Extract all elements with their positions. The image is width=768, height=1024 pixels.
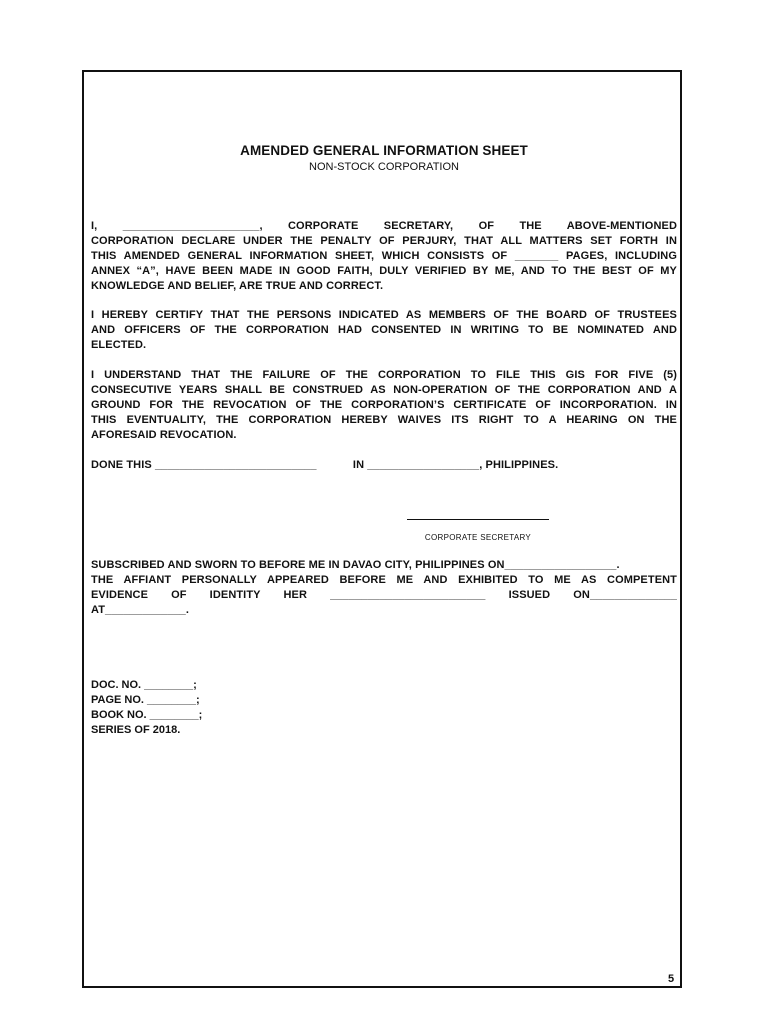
done-line — [91, 458, 677, 473]
board-certify-line: I HEREBY CERTIFY THAT THE PERSONS INDICATED AS MEMBERS OF THE BOARD OF TRUSTEES — [91, 309, 677, 321]
page-number-entry: PAGE NO. ________; — [91, 694, 200, 706]
understanding-line: AFORESAID REVOCATION. — [91, 429, 237, 441]
done-place-field: IN __________________, PHILIPPINES. — [352, 459, 559, 471]
oath-line: THE AFFIANT PERSONALLY APPEARED BEFORE ME AND EXHIBITED TO ME AS COMPETENT — [91, 574, 677, 586]
page-border — [82, 70, 682, 988]
board-certify-line: ELECTED. — [91, 339, 147, 351]
certification-line: I, ______________________, CORPORATE SECRETARY, OF THE ABOVE-MENTIONED — [91, 220, 677, 232]
series-year: SERIES OF 2018. — [91, 724, 181, 736]
understanding-line: GROUND FOR THE REVOCATION OF THE CORPORATION’S CERTIFICATE OF INCORPORATION. IN — [91, 399, 677, 411]
certification-line: KNOWLEDGE AND BELIEF, ARE TRUE AND CORRECT. — [91, 280, 384, 292]
page-number: 5 — [668, 973, 675, 985]
doc-number: DOC. NO. ________; — [91, 679, 197, 691]
oath-line: EVIDENCE OF IDENTITY HER _________________________ ISSUED ON______________ — [91, 589, 677, 601]
board-certify-paragraph — [91, 308, 677, 353]
notary-block — [91, 678, 202, 738]
oath-line: AT_____________. — [91, 604, 190, 616]
understanding-line: THIS EVENTUALITY, THE CORPORATION HEREBY WAIVES ITS RIGHT TO A HEARING ON THE — [91, 414, 677, 426]
understanding-line: I UNDERSTAND THAT THE FAILURE OF THE CORPORATION TO FILE THIS GIS FOR FIVE (5) — [91, 369, 677, 381]
certification-paragraph — [91, 219, 677, 294]
certification-line: THIS AMENDED GENERAL INFORMATION SHEET, WHICH CONSISTS OF _______ PAGES, INCLUDING — [91, 250, 677, 262]
oath-paragraph — [91, 558, 677, 618]
signature-line — [407, 519, 549, 520]
certification-line: CORPORATION DECLARE UNDER THE PENALTY OF PERJURY, THAT ALL MATTERS SET FORTH IN — [91, 235, 677, 247]
understanding-paragraph — [91, 368, 677, 443]
done-this-field: DONE THIS __________________________ — [91, 459, 317, 471]
certification-line: ANNEX “A”, HAVE BEEN MADE IN GOOD FAITH, DULY VERIFIED BY ME, AND TO THE BEST OF MY — [91, 265, 677, 277]
signature-caption: CORPORATE SECRETARY — [424, 533, 532, 542]
document-title: AMENDED GENERAL INFORMATION SHEET — [240, 143, 528, 158]
board-certify-line: AND OFFICERS OF THE CORPORATION HAD CONSENTED IN WRITING TO BE NOMINATED AND — [91, 324, 677, 336]
oath-line: SUBSCRIBED AND SWORN TO BEFORE ME IN DAVAO CITY, PHILIPPINES ON__________________. — [91, 559, 620, 571]
understanding-line: CONSECUTIVE YEARS SHALL BE CONSTRUED AS NON-OPERATION OF THE CORPORATION AND A — [91, 384, 677, 396]
book-number: BOOK NO. ________; — [91, 709, 203, 721]
document-subtitle: NON-STOCK CORPORATION — [309, 161, 459, 173]
